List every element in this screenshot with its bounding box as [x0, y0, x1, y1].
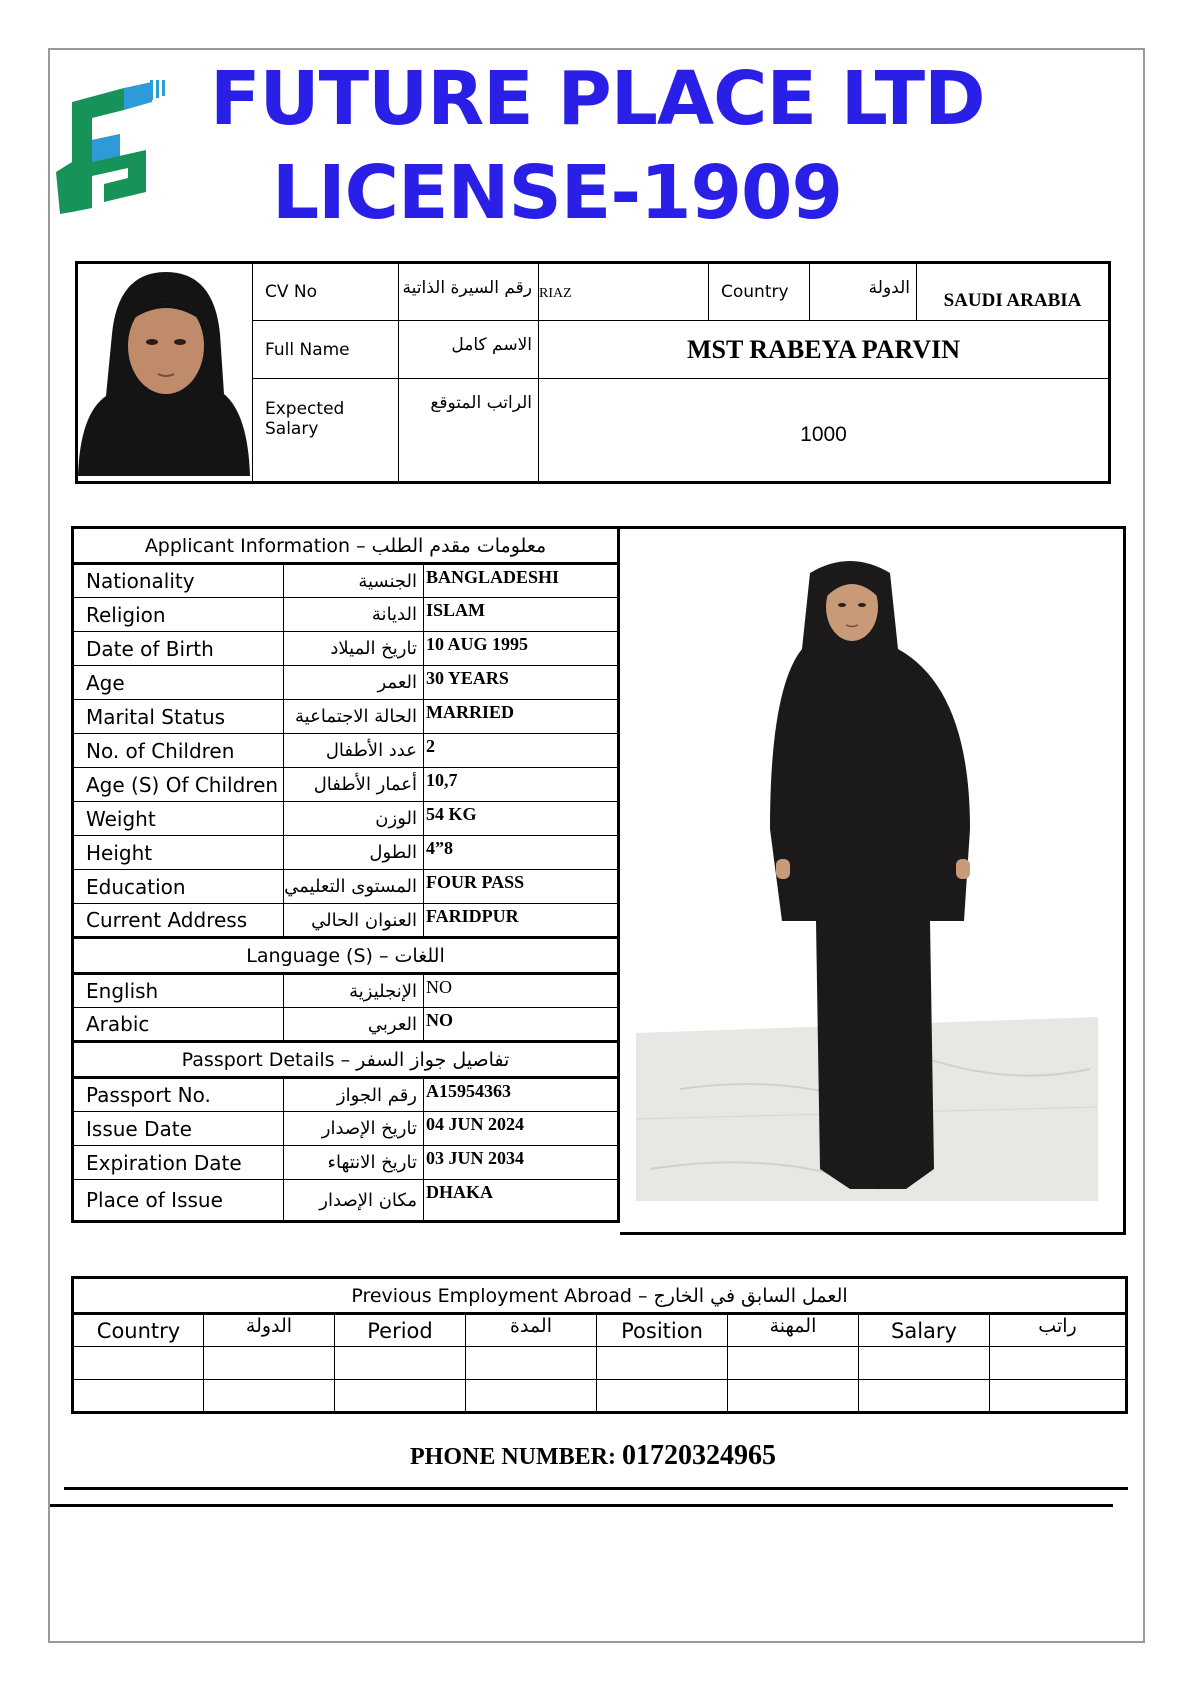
phone-label: PHONE NUMBER: — [410, 1444, 616, 1470]
row-label-ar: تاريخ الميلاد — [284, 632, 424, 666]
row-label: No. of Children — [73, 734, 284, 768]
table-row — [73, 564, 619, 598]
row-value: 10 AUG 1995 — [424, 632, 619, 666]
table-row — [73, 768, 619, 802]
row-label-ar: الطول — [284, 836, 424, 870]
row-label-ar: الحالة الاجتماعية — [284, 700, 424, 734]
row-value: 2 — [424, 734, 619, 768]
row-label-ar: تاريخ الإصدار — [284, 1112, 424, 1146]
employment-table — [71, 1276, 1128, 1414]
table-header-row — [73, 1314, 1127, 1347]
portrait-photo — [78, 264, 250, 476]
table-row — [73, 1078, 619, 1112]
row-label-ar: العربي — [284, 1008, 424, 1042]
company-license: LICENSE-1909 — [272, 150, 842, 236]
row-value: 54 KG — [424, 802, 619, 836]
row-label: Weight — [73, 802, 284, 836]
col-header: Country — [73, 1314, 204, 1347]
row-label: Nationality — [73, 564, 284, 598]
phone-number — [410, 1440, 776, 1472]
row-label: Place of Issue — [73, 1180, 284, 1222]
full-name-label: Full Name — [253, 321, 399, 379]
table-row — [73, 734, 619, 768]
row-label: Arabic — [73, 1008, 284, 1042]
full-length-photo-box — [620, 526, 1126, 1235]
row-label-ar: الإنجليزية — [284, 974, 424, 1008]
divider — [50, 1504, 1113, 1507]
row-label: Expiration Date — [73, 1146, 284, 1180]
cv-no-value: RIAZ — [539, 263, 709, 321]
table-row — [73, 700, 619, 734]
row-label: Issue Date — [73, 1112, 284, 1146]
row-label-ar: العنوان الحالي — [284, 904, 424, 938]
divider — [64, 1487, 1128, 1490]
row-label-ar: الوزن — [284, 802, 424, 836]
table-row — [73, 1112, 619, 1146]
row-value: FARIDPUR — [424, 904, 619, 938]
row-label-ar: الجنسية — [284, 564, 424, 598]
col-header: Position — [597, 1314, 728, 1347]
row-label: Religion — [73, 598, 284, 632]
row-value: NO — [424, 1008, 619, 1042]
row-value: 03 JUN 2034 — [424, 1146, 619, 1180]
country-label: Country — [709, 263, 810, 321]
row-value: BANGLADESHI — [424, 564, 619, 598]
row-label: Current Address — [73, 904, 284, 938]
cv-no-label: CV No — [253, 263, 399, 321]
row-value: DHAKA — [424, 1180, 619, 1222]
row-label: Education — [73, 870, 284, 904]
row-label-ar: تاريخ الانتهاء — [284, 1146, 424, 1180]
row-value: 10,7 — [424, 768, 619, 802]
table-row — [73, 632, 619, 666]
table-row — [73, 1146, 619, 1180]
col-header: Period — [335, 1314, 466, 1347]
row-label: Date of Birth — [73, 632, 284, 666]
full-name-label-ar: الاسم كامل — [399, 321, 539, 379]
company-name: FUTURE PLACE LTD — [210, 56, 985, 142]
employment-section-title: Previous Employment Abroad – العمل السابق في الخارج — [73, 1278, 1127, 1314]
row-label-ar: عدد الأطفال — [284, 734, 424, 768]
row-value: A15954363 — [424, 1078, 619, 1112]
row-label-ar: أعمار الأطفال — [284, 768, 424, 802]
salary-label: Expected Salary — [253, 379, 399, 483]
phone-value: 01720324965 — [622, 1440, 776, 1471]
applicant-section-title: Applicant Information – معلومات مقدم الطلب — [73, 528, 619, 564]
row-value: 4”8 — [424, 836, 619, 870]
col-header: Salary — [859, 1314, 990, 1347]
table-row — [73, 1380, 1127, 1413]
full-name-value: MST RABEYA PARVIN — [539, 321, 1110, 379]
row-label: Height — [73, 836, 284, 870]
table-row — [73, 904, 619, 938]
header-table — [75, 261, 1111, 484]
country-value: SAUDI ARABIA — [917, 263, 1110, 321]
table-row — [73, 1180, 619, 1222]
row-label-ar: المستوى التعليمي — [284, 870, 424, 904]
col-header-ar: المدة — [466, 1314, 597, 1347]
company-logo — [54, 80, 166, 215]
row-label-ar: رقم الجواز — [284, 1078, 424, 1112]
salary-value: 1000 — [539, 379, 1110, 483]
col-header-ar: الدولة — [204, 1314, 335, 1347]
table-row — [73, 974, 619, 1008]
row-label: Age — [73, 666, 284, 700]
salary-label-ar: الراتب المتوقع — [399, 379, 539, 483]
language-section-title: Language (S) – اللغات — [73, 938, 619, 974]
row-value: NO — [424, 974, 619, 1008]
table-row — [73, 836, 619, 870]
col-header-ar: المهنة — [728, 1314, 859, 1347]
table-row — [73, 870, 619, 904]
full-length-photo — [620, 529, 1123, 1232]
row-value: 04 JUN 2024 — [424, 1112, 619, 1146]
row-value: 30 YEARS — [424, 666, 619, 700]
cv-no-label-ar: رقم السيرة الذاتية — [399, 263, 539, 321]
table-row — [73, 1347, 1127, 1380]
row-label-ar: الديانة — [284, 598, 424, 632]
row-label: English — [73, 974, 284, 1008]
portrait-photo-cell — [77, 263, 253, 483]
row-value: ISLAM — [424, 598, 619, 632]
passport-section-title: Passport Details – تفاصيل جواز السفر — [73, 1042, 619, 1078]
row-label: Age (S) Of Children — [73, 768, 284, 802]
row-label: Passport No. — [73, 1078, 284, 1112]
table-row — [73, 802, 619, 836]
col-header-ar: راتب — [990, 1314, 1127, 1347]
row-value: MARRIED — [424, 700, 619, 734]
applicant-table — [71, 526, 620, 1223]
row-label: Marital Status — [73, 700, 284, 734]
row-label-ar: مكان الإصدار — [284, 1180, 424, 1222]
table-row — [73, 1008, 619, 1042]
row-label-ar: العمر — [284, 666, 424, 700]
country-label-ar: الدولة — [810, 263, 917, 321]
table-row — [73, 666, 619, 700]
table-row — [73, 598, 619, 632]
row-value: FOUR PASS — [424, 870, 619, 904]
